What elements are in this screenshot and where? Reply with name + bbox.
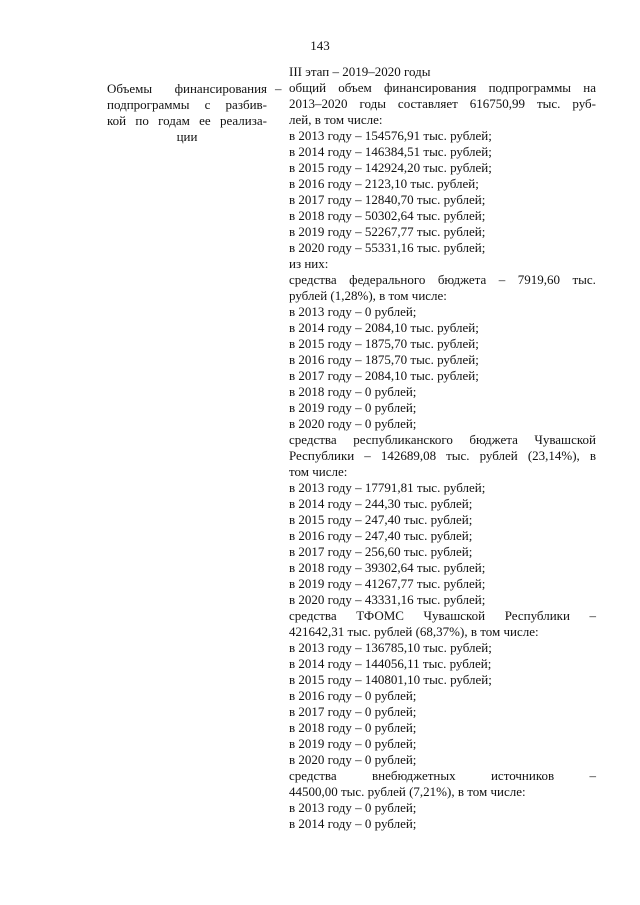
republic-heading-line bbox=[289, 448, 596, 464]
federal-year-line: в 2015 году – 1875,70 тыс. рублей; bbox=[289, 336, 479, 351]
federal-year-line: в 2017 году – 2084,10 тыс. рублей; bbox=[289, 368, 479, 383]
word: бюджета bbox=[469, 432, 518, 447]
word: (23,14%), bbox=[527, 448, 580, 463]
word: тыс. bbox=[536, 96, 561, 111]
word: общий bbox=[289, 80, 327, 95]
total-year-line: в 2017 году – 12840,70 тыс. рублей; bbox=[289, 192, 486, 207]
word: 616750,99 bbox=[469, 96, 525, 111]
word: тыс. bbox=[572, 272, 596, 287]
word: тыс. bbox=[446, 448, 470, 463]
republic-year-line: в 2017 году – 256,60 тыс. рублей; bbox=[289, 544, 473, 559]
tfoms-heading-line bbox=[289, 608, 596, 624]
federal-heading-line: рублей (1,28%), в том числе: bbox=[289, 288, 447, 303]
intro-line: III этап – 2019–2020 годы bbox=[289, 64, 431, 79]
federal-year-line: в 2014 году – 2084,10 тыс. рублей; bbox=[289, 320, 479, 335]
word: объем bbox=[338, 80, 372, 95]
word: – bbox=[589, 608, 596, 623]
intro-line bbox=[289, 96, 596, 112]
left-column-label bbox=[107, 81, 267, 145]
tfoms-year-line: в 2015 году – 140801,10 тыс. рублей; bbox=[289, 672, 492, 687]
financing-text bbox=[289, 64, 596, 832]
word: кой bbox=[107, 113, 127, 128]
republic-year-line: в 2013 году – 17791,81 тыс. рублей; bbox=[289, 480, 486, 495]
republic-heading-line bbox=[289, 432, 596, 448]
word: ее bbox=[199, 113, 211, 128]
republic-heading-line: том числе: bbox=[289, 464, 348, 479]
tfoms-year-line: в 2014 году – 144056,11 тыс. рублей; bbox=[289, 656, 492, 671]
word: разбив- bbox=[225, 97, 267, 112]
offbudget-heading-line bbox=[289, 768, 596, 784]
federal-year-line: в 2013 году – 0 рублей; bbox=[289, 304, 417, 319]
word: финансирования bbox=[383, 80, 477, 95]
word: годам bbox=[158, 113, 190, 128]
republic-year-line: в 2015 году – 247,40 тыс. рублей; bbox=[289, 512, 473, 527]
word: средства bbox=[289, 272, 337, 287]
word: в bbox=[589, 448, 596, 463]
total-year-line: в 2013 году – 154576,91 тыс. рублей; bbox=[289, 128, 492, 143]
word: – bbox=[589, 768, 596, 783]
tfoms-year-line: в 2013 году – 136785,10 тыс. рублей; bbox=[289, 640, 492, 655]
word: финансирования bbox=[174, 81, 267, 96]
total-year-line: в 2018 году – 50302,64 тыс. рублей; bbox=[289, 208, 486, 223]
word: по bbox=[135, 113, 149, 128]
word: источников bbox=[490, 768, 555, 783]
word: годы bbox=[359, 96, 386, 111]
offbudget-year-line: в 2014 году – 0 рублей; bbox=[289, 816, 417, 831]
label-line bbox=[107, 97, 267, 113]
word: – bbox=[498, 272, 506, 287]
republic-year-line: в 2020 году – 43331,16 тыс. рублей; bbox=[289, 592, 486, 607]
label-line bbox=[107, 113, 267, 129]
word: 2013–2020 bbox=[289, 96, 348, 111]
word: республиканского bbox=[353, 432, 453, 447]
word: руб- bbox=[572, 96, 596, 111]
intro-line: лей, в том числе: bbox=[289, 112, 383, 127]
federal-year-line: в 2016 году – 1875,70 тыс. рублей; bbox=[289, 352, 479, 367]
word: – bbox=[364, 448, 371, 463]
total-year-line: в 2015 году – 142924,20 тыс. рублей; bbox=[289, 160, 492, 175]
federal-heading-line bbox=[289, 272, 596, 288]
federal-year-line: в 2019 году – 0 рублей; bbox=[289, 400, 417, 415]
federal-year-line: в 2018 году – 0 рублей; bbox=[289, 384, 417, 399]
label-line: ции bbox=[176, 129, 198, 144]
word: рублей bbox=[479, 448, 518, 463]
total-year-line: в 2019 году – 52267,77 тыс. рублей; bbox=[289, 224, 486, 239]
of-them-line: из них: bbox=[289, 256, 329, 271]
word: Чувашской bbox=[423, 608, 486, 623]
word: 142689,08 bbox=[380, 448, 437, 463]
tfoms-year-line: в 2016 году – 0 рублей; bbox=[289, 688, 417, 703]
intro-line bbox=[289, 80, 596, 96]
tfoms-year-line: в 2017 году – 0 рублей; bbox=[289, 704, 417, 719]
total-year-line: в 2020 году – 55331,16 тыс. рублей; bbox=[289, 240, 486, 255]
word: на bbox=[583, 80, 596, 95]
word: средства bbox=[289, 432, 337, 447]
total-year-line: в 2016 году – 2123,10 тыс. рублей; bbox=[289, 176, 479, 191]
word: средства bbox=[289, 608, 337, 623]
tfoms-year-line: в 2018 году – 0 рублей; bbox=[289, 720, 417, 735]
word: Чувашской bbox=[534, 432, 596, 447]
republic-year-line: в 2016 году – 247,40 тыс. рублей; bbox=[289, 528, 473, 543]
tfoms-heading-line: 421642,31 тыс. рублей (68,37%), в том числе: bbox=[289, 624, 539, 639]
word: реализа- bbox=[219, 113, 267, 128]
word: бюджета bbox=[437, 272, 487, 287]
federal-year-line: в 2020 году – 0 рублей; bbox=[289, 416, 417, 431]
word: Объемы bbox=[107, 81, 153, 96]
republic-year-line: в 2019 году – 41267,77 тыс. рублей; bbox=[289, 576, 486, 591]
tfoms-year-line: в 2019 году – 0 рублей; bbox=[289, 736, 417, 751]
word: внебюджетных bbox=[372, 768, 456, 783]
word: федерального bbox=[349, 272, 426, 287]
word: подпрограммы bbox=[107, 97, 190, 112]
word: составляет bbox=[397, 96, 458, 111]
word: с bbox=[204, 97, 211, 112]
offbudget-year-line: в 2013 году – 0 рублей; bbox=[289, 800, 417, 815]
word: средства bbox=[289, 768, 337, 783]
total-year-line: в 2014 году – 146384,51 тыс. рублей; bbox=[289, 144, 492, 159]
label-line bbox=[107, 81, 267, 97]
republic-year-line: в 2018 году – 39302,64 тыс. рублей; bbox=[289, 560, 486, 575]
label-dash: – bbox=[275, 81, 282, 96]
word: подпрограммы bbox=[488, 80, 572, 95]
offbudget-heading-line: 44500,00 тыс. рублей (7,21%), в том числе: bbox=[289, 784, 526, 799]
word: 7919,60 bbox=[517, 272, 561, 287]
republic-year-line: в 2014 году – 244,30 тыс. рублей; bbox=[289, 496, 473, 511]
word: Республики bbox=[504, 608, 570, 623]
tfoms-year-line: в 2020 году – 0 рублей; bbox=[289, 752, 417, 767]
word: ТФОМС bbox=[356, 608, 404, 623]
page-number: 143 bbox=[310, 38, 330, 53]
word: Республики bbox=[289, 448, 355, 463]
